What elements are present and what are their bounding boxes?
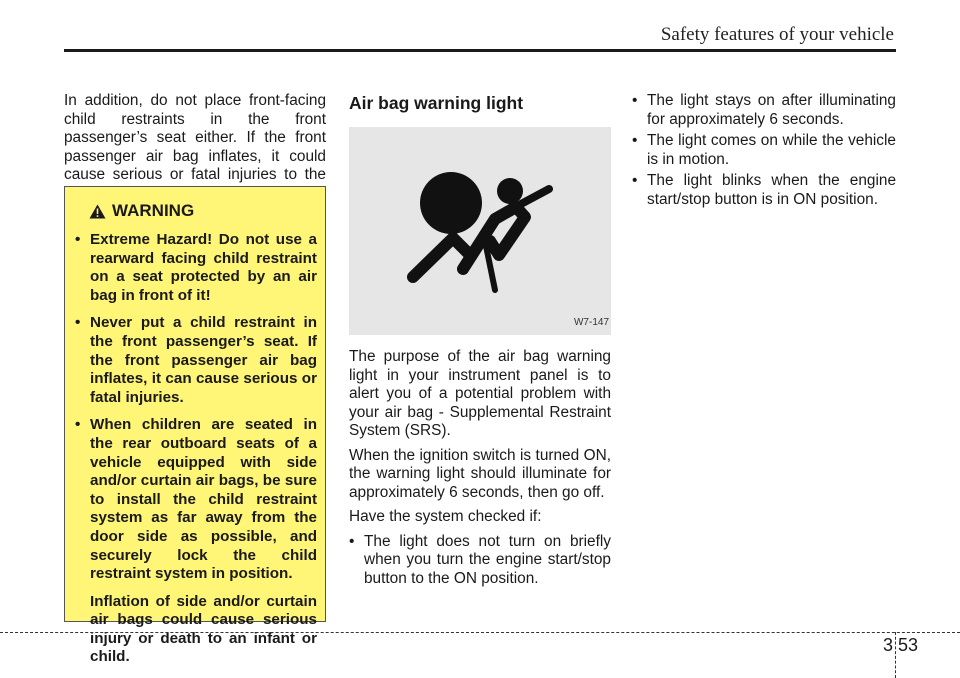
list-item: • The light does not turn on briefly when you turn the engine start/stop button to the ON position.: [349, 533, 611, 589]
warning-item: • Never put a child restraint in the front passenger’s seat. If the front passenger air bag inflates, it can cause serious or fatal injuries.: [75, 314, 317, 407]
column-2: [349, 92, 611, 591]
warning-item: • Extreme Hazard! Do not use a rearward facing child restraint on a seat protected by an air bag in front of it!: [75, 231, 317, 305]
page-number-divider: [895, 632, 896, 678]
list-item: • The light comes on while the vehicle is in motion.: [632, 132, 896, 169]
list-item: • The light stays on after illuminating for approximately 6 seconds.: [632, 92, 896, 129]
header-rule: [64, 49, 896, 52]
warning-heading: [89, 201, 317, 221]
warning-item: • When children are seated in the rear outboard seats of a vehicle equipped with side and/or curtain air bags, be sure to install the child restraint system as far away from the door side as possible, and securely lock the child restraint system in position.: [75, 416, 317, 583]
header-title: Safety features of your vehicle: [660, 24, 894, 45]
airbag-figure: [349, 127, 611, 335]
airbag-warning-icon: [403, 159, 553, 299]
warning-note: Inflation of side and/or curtain air bags could cause serious injury or death to an infant or child.: [90, 592, 317, 666]
footer-rule: [0, 632, 960, 633]
figure-code: W7-147: [573, 316, 609, 328]
chapter-number: 3: [883, 635, 894, 655]
body-paragraph: When the ignition switch is turned ON, the warning light should illuminate for approximately 6 seconds, then go off.: [349, 446, 611, 501]
section-title: Air bag warning light: [349, 93, 524, 113]
warning-box: [64, 186, 326, 666]
column-3: [632, 92, 896, 212]
body-paragraph: The purpose of the air bag warning light in your instrument panel is to alert you of a potential problem with your air bag - Supplemental Restraint System (SRS).: [349, 348, 611, 439]
list-item: • The light blinks when the engine start/stop button is in ON position.: [632, 172, 896, 209]
warning-heading-label: WARNING: [112, 201, 195, 220]
warning-triangle-icon: [89, 204, 106, 219]
intro-paragraph: In addition, do not place front-facing child restraints in the front passenger’s seat either. If the front passenger air bag inflates, it could cause serious or fatal injuries to the: [64, 92, 326, 183]
page-number: 53: [898, 635, 919, 655]
body-paragraph: Have the system checked if:: [349, 508, 542, 525]
